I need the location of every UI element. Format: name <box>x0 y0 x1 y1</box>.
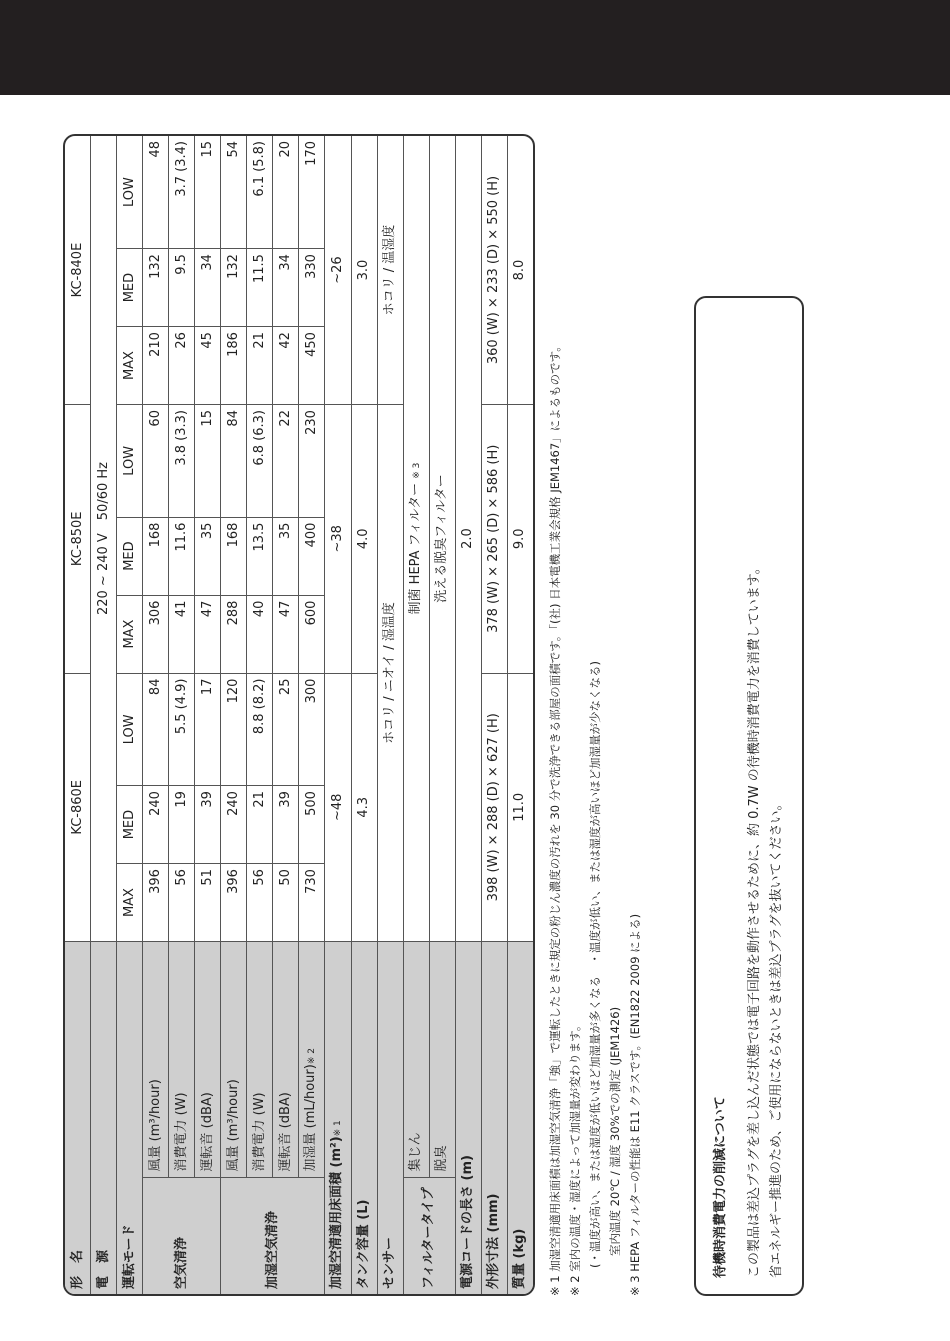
cell: 240 <box>221 786 247 864</box>
mode-low: LOW <box>117 673 143 786</box>
sensor-label: センサー <box>377 942 403 1294</box>
cell: 21 <box>247 786 273 864</box>
cell: 21 <box>247 327 273 405</box>
cell: 186 <box>221 327 247 405</box>
row-filter-dust <box>403 136 429 1294</box>
humid-amount-label <box>299 942 325 1177</box>
row-model <box>65 136 91 1294</box>
model-840: KC-840E <box>65 136 91 405</box>
mode-med: MED <box>117 249 143 327</box>
cell: 40 <box>247 595 273 673</box>
group-humid-label: 加湿空気清浄 <box>221 1177 325 1294</box>
area-text: 加湿空清適用床面積 (m²) <box>329 1136 345 1289</box>
cell: 6.8 (6.3) <box>247 405 273 518</box>
cell: 288 <box>221 595 247 673</box>
airflow-label: 風量 (m³/hour) <box>221 942 247 1177</box>
cell: 39 <box>273 786 299 864</box>
cell: 11.6 <box>169 517 195 595</box>
cell: 13.5 <box>247 517 273 595</box>
cell: 500 <box>299 786 325 864</box>
humid-amount-text: 加湿量 (mL/hour) <box>303 1064 319 1172</box>
row-humid-power <box>247 136 273 1294</box>
row-humid-noise <box>273 136 299 1294</box>
power-label: 電 源 <box>91 942 117 1294</box>
cell: 170 <box>299 136 325 249</box>
standby-line-1: この製品は差込プラグを差し込んだ状態では電子回路を動作させるために、約 0.7W の待機時消費電力を消費しています。 <box>747 561 762 1278</box>
cell: 240 <box>143 786 169 864</box>
cell: 60 <box>143 405 169 518</box>
area-label <box>325 942 351 1294</box>
filter-dust-ref: ※ 3 <box>411 462 422 479</box>
cell: 450 <box>299 327 325 405</box>
cell: 35 <box>273 517 299 595</box>
model-label: 形 名 <box>65 942 91 1294</box>
row-sensor <box>377 136 403 1294</box>
cell: 8.0 <box>507 136 533 405</box>
weight-label: 質量 (kg) <box>507 942 533 1294</box>
cell: 330 <box>299 249 325 327</box>
mode-label: 運転モード <box>117 942 143 1294</box>
cell: 84 <box>221 405 247 518</box>
cell: 84 <box>143 673 169 786</box>
cell: 9.5 <box>169 249 195 327</box>
cell: 730 <box>299 864 325 942</box>
cell: 48 <box>143 136 169 249</box>
cell: 5.5 (4.9) <box>169 673 195 786</box>
cell: 168 <box>143 517 169 595</box>
cell: 132 <box>221 249 247 327</box>
cell: 56 <box>247 864 273 942</box>
footnote-1: ※ 1 加湿空清適用床面積は加湿空気清浄「強」で運転したときに規定の粉じん濃度の汚れを 30 分で洗浄できる部屋の面積です。「(社) 日本電機工業会規格 JEM1467」によるものです。 <box>548 340 562 1296</box>
filter-dust-text: 制菌 HEPA フィルター <box>407 482 423 615</box>
filter-dust-label: 集じん <box>403 942 429 1177</box>
footnotes <box>545 96 645 1296</box>
row-tank <box>351 136 377 1294</box>
footnote-3: ※ 3 HEPA フィルターの性能は E11 クラスです。(EN1822 2009 による) <box>628 913 642 1296</box>
row-cord <box>455 136 481 1294</box>
cell: 120 <box>221 673 247 786</box>
cell: 11.0 <box>507 673 533 942</box>
noise-label: 運転音 (dBA) <box>195 942 221 1177</box>
row-power <box>91 136 117 1294</box>
cell: 3.8 (3.3) <box>169 405 195 518</box>
standby-title: 待機時消費電力の削減について <box>713 1096 728 1278</box>
row-area <box>325 136 351 1294</box>
cell: 34 <box>273 249 299 327</box>
row-air-airflow <box>143 136 169 1294</box>
cell: 9.0 <box>507 405 533 674</box>
filter-label: フィルタータイプ <box>403 1177 455 1294</box>
dims-label: 外形寸法 (mm) <box>481 942 507 1294</box>
mode-max: MAX <box>117 864 143 942</box>
cell: 34 <box>195 249 221 327</box>
cell: 42 <box>273 327 299 405</box>
cell: ホコリ / 温湿度 <box>377 136 403 405</box>
cell: 19 <box>169 786 195 864</box>
cell: 4.0 <box>351 405 377 674</box>
power-consumption-label: 消費電力 (W) <box>169 942 195 1177</box>
cell: 15 <box>195 136 221 249</box>
noise-label: 運転音 (dBA) <box>273 942 299 1177</box>
mode-max: MAX <box>117 595 143 673</box>
group-air-label: 空気清浄 <box>143 1177 221 1294</box>
power-value: 220 ~ 240 V 50/60 Hz <box>91 136 117 942</box>
cell: 168 <box>221 517 247 595</box>
filter-deodor-value: 洗える脱臭フィルター <box>429 136 455 942</box>
spec-table <box>63 134 535 1296</box>
cell: ~26 <box>325 136 351 405</box>
cell: 17 <box>195 673 221 786</box>
cell: 45 <box>195 327 221 405</box>
cell: 3.7 (3.4) <box>169 136 195 249</box>
row-humid-airflow <box>221 136 247 1294</box>
cell: 378 (W) × 265 (D) × 586 (H) <box>481 405 507 674</box>
cell: 398 (W) × 288 (D) × 627 (H) <box>481 673 507 942</box>
airflow-label: 風量 (m³/hour) <box>143 942 169 1177</box>
cell: 15 <box>195 405 221 518</box>
cell: 26 <box>169 327 195 405</box>
cell: 56 <box>169 864 195 942</box>
cell: 400 <box>299 517 325 595</box>
mode-max: MAX <box>117 327 143 405</box>
cell: 4.3 <box>351 673 377 942</box>
mode-low: LOW <box>117 405 143 518</box>
area-ref: ※ 1 <box>333 1120 344 1137</box>
cell: ~38 <box>325 405 351 674</box>
model-860: KC-860E <box>65 673 91 942</box>
cord-label: 電源コードの長さ (m) <box>455 942 481 1294</box>
cell: 54 <box>221 136 247 249</box>
cell: 396 <box>143 864 169 942</box>
cell: 8.8 (8.2) <box>247 673 273 786</box>
cell: 306 <box>143 595 169 673</box>
tank-label: タンク容量 (L) <box>351 942 377 1294</box>
footnote-2: ※ 2 室内の温度・湿度によって加湿量が変わります。 <box>568 1019 582 1296</box>
cell: 3.0 <box>351 136 377 405</box>
model-850: KC-850E <box>65 405 91 674</box>
humid-amount-ref: ※ 2 <box>307 1048 318 1065</box>
cell: ~48 <box>325 673 351 942</box>
cell: 22 <box>273 405 299 518</box>
cell: 47 <box>195 595 221 673</box>
cell: 210 <box>143 327 169 405</box>
footnote-2-condition: 室内温度 20℃ / 湿度 30%での測定 (JEM1426) <box>608 1006 622 1256</box>
cord-value: 2.0 <box>455 136 481 942</box>
row-filter-deodor <box>429 136 455 1294</box>
row-humid-amount <box>299 136 325 1294</box>
cell: 300 <box>299 673 325 786</box>
standby-power-box <box>694 296 804 1296</box>
cell: 360 (W) × 233 (D) × 550 (H) <box>481 136 507 405</box>
cell: 25 <box>273 673 299 786</box>
cell: 35 <box>195 517 221 595</box>
row-dims <box>481 136 507 1294</box>
mode-med: MED <box>117 517 143 595</box>
cell: 132 <box>143 249 169 327</box>
footnote-2-detail: (・温度が高い、または湿度が低いほど加湿量が多くなる ・温度が低い、または湿度が高いほど加湿量が少なくなる) <box>588 661 602 1268</box>
cell: 51 <box>195 864 221 942</box>
cell: 6.1 (5.8) <box>247 136 273 249</box>
mode-med: MED <box>117 786 143 864</box>
standby-line-2: 省エネルギー推進のため、ご使用にならないときは差込プラグを抜いてください。 <box>769 797 784 1278</box>
cell: 50 <box>273 864 299 942</box>
row-weight <box>507 136 533 1294</box>
cell: 11.5 <box>247 249 273 327</box>
filter-deodor-label: 脱臭 <box>429 942 455 1177</box>
mode-low: LOW <box>117 136 143 249</box>
row-air-power <box>169 136 195 1294</box>
filter-dust-value <box>403 136 429 942</box>
row-mode <box>117 136 143 1294</box>
cell: 41 <box>169 595 195 673</box>
cell: 47 <box>273 595 299 673</box>
power-consumption-label: 消費電力 (W) <box>247 942 273 1177</box>
cell: 396 <box>221 864 247 942</box>
cell: 230 <box>299 405 325 518</box>
row-air-noise <box>195 136 221 1294</box>
cell: 39 <box>195 786 221 864</box>
cell: 20 <box>273 136 299 249</box>
cell: 600 <box>299 595 325 673</box>
cell: ホコリ / ニオイ / 湿温度 <box>377 405 403 942</box>
